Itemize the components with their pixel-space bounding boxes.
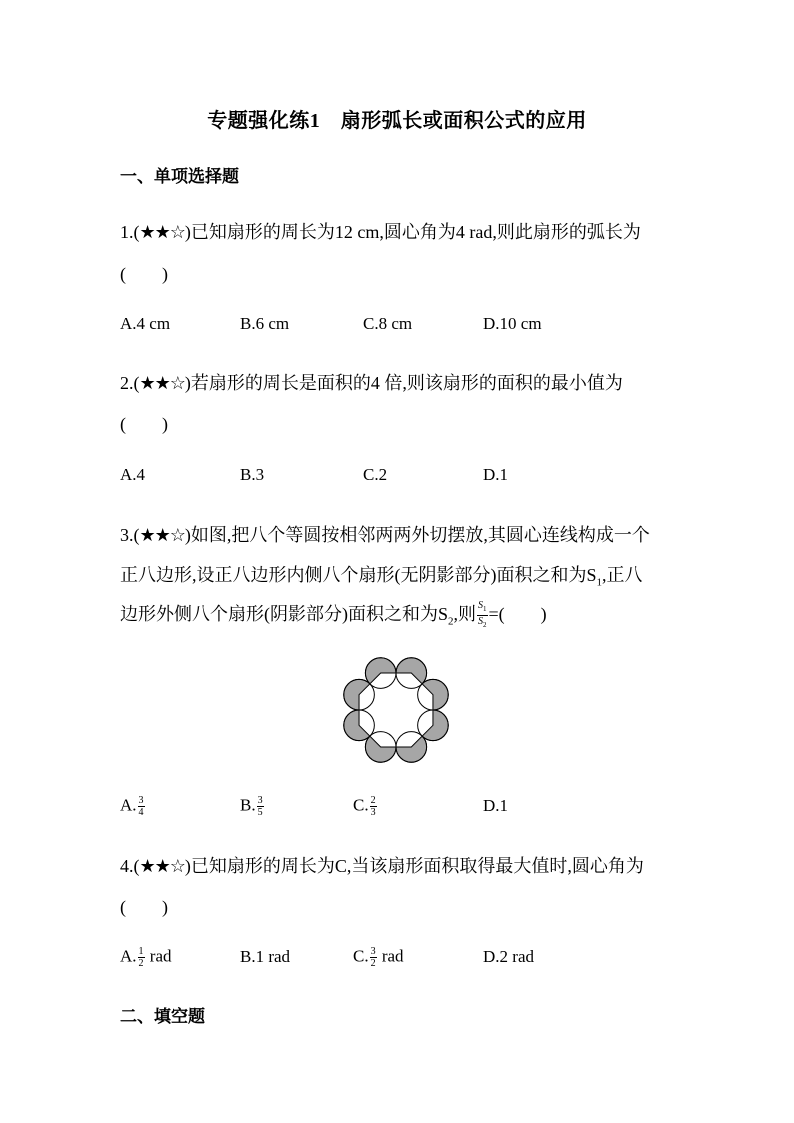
option-d: D.1	[483, 465, 509, 484]
stem-text: =( )	[488, 604, 547, 624]
answer-parentheses: ( )	[120, 897, 168, 917]
question-4-text	[120, 852, 644, 878]
denominator: 2	[370, 958, 376, 969]
option-fraction	[370, 946, 377, 969]
option-a	[120, 946, 172, 969]
question-stem: )已知扇形的周长为C,当该扇形面积取得最大值时,圆心角为	[184, 856, 644, 876]
denominator: 3	[370, 807, 376, 818]
question-1-text	[120, 218, 641, 244]
difficulty-stars-icon: ★★☆	[139, 222, 185, 242]
option-label: A.	[120, 795, 137, 815]
option-fraction	[370, 795, 377, 818]
denominator: 2	[138, 958, 144, 969]
difficulty-stars-icon: ★★☆	[139, 373, 185, 393]
option-d: D.1	[483, 796, 509, 815]
subscript: 1	[596, 576, 602, 589]
section-heading-fill-blank: 二、填空题	[120, 1007, 205, 1026]
question-2-text	[120, 369, 623, 395]
option-b: B.3	[240, 465, 265, 484]
question-3-line-3	[120, 600, 547, 631]
option-unit: rad	[377, 946, 404, 966]
stem-text: 边形外侧八个扇形(阴影部分)面积之和为S	[120, 604, 448, 624]
option-b	[240, 795, 265, 818]
option-c	[353, 946, 404, 969]
subscript: 2	[448, 615, 454, 628]
numerator: 1	[138, 946, 144, 957]
question-stem: )若扇形的周长是面积的4 倍,则该扇形的面积的最小值为	[184, 373, 623, 393]
subscript: 2	[483, 621, 487, 630]
option-a: A.4	[120, 465, 146, 484]
option-label: C.	[353, 946, 369, 966]
option-fraction	[138, 946, 145, 969]
subscript: 1	[483, 605, 487, 614]
denominator: 4	[138, 807, 144, 818]
question-number: 4.(	[120, 856, 140, 876]
question-3-line-2	[120, 561, 643, 589]
ratio-fraction	[477, 600, 488, 631]
question-3-line-1	[120, 521, 650, 547]
stem-text: ,正八	[602, 565, 643, 585]
difficulty-stars-icon: ★★☆	[139, 856, 185, 876]
option-c: C.8 cm	[363, 314, 413, 333]
numerator: S	[478, 600, 483, 612]
answer-parentheses: ( )	[120, 264, 168, 284]
option-d: D.2 rad	[483, 947, 534, 966]
numerator: 2	[370, 795, 376, 806]
option-label: C.	[353, 795, 369, 815]
question-number: 2.(	[120, 373, 140, 393]
denominator: S	[478, 616, 483, 628]
option-a: A.4 cm	[120, 314, 171, 333]
page-title: 专题强化练1 扇形弧长或面积公式的应用	[207, 110, 587, 132]
stem-text: ,则	[453, 604, 476, 624]
question-number: 1.(	[120, 222, 140, 242]
question-stem: )如图,把八个等圆按相邻两两外切摆放,其圆心连线构成一个	[184, 525, 650, 545]
option-fraction	[257, 795, 264, 818]
section-heading-single-choice: 一、单项选择题	[120, 167, 239, 186]
question-stem: )已知扇形的周长为12 cm,圆心角为4 rad,则此扇形的弧长为	[184, 222, 641, 242]
option-label: A.	[120, 946, 137, 966]
option-label: B.	[240, 795, 256, 815]
option-fraction	[138, 795, 145, 818]
stem-text: 正八边形,设正八边形内侧八个扇形(无阴影部分)面积之和为S	[120, 565, 597, 585]
numerator: 3	[257, 795, 263, 806]
option-unit: rad	[145, 946, 172, 966]
octagon-circles-figure	[338, 652, 454, 768]
answer-parentheses: ( )	[120, 414, 168, 434]
question-number: 3.(	[120, 525, 140, 545]
option-b: B.1 rad	[240, 947, 291, 966]
option-c: C.2	[363, 465, 388, 484]
option-d: D.10 cm	[483, 314, 542, 333]
denominator: 5	[257, 807, 263, 818]
numerator: 3	[138, 795, 144, 806]
numerator: 3	[370, 946, 376, 957]
option-a	[120, 795, 146, 818]
option-c	[353, 795, 378, 818]
difficulty-stars-icon: ★★☆	[139, 525, 185, 545]
option-b: B.6 cm	[240, 314, 290, 333]
